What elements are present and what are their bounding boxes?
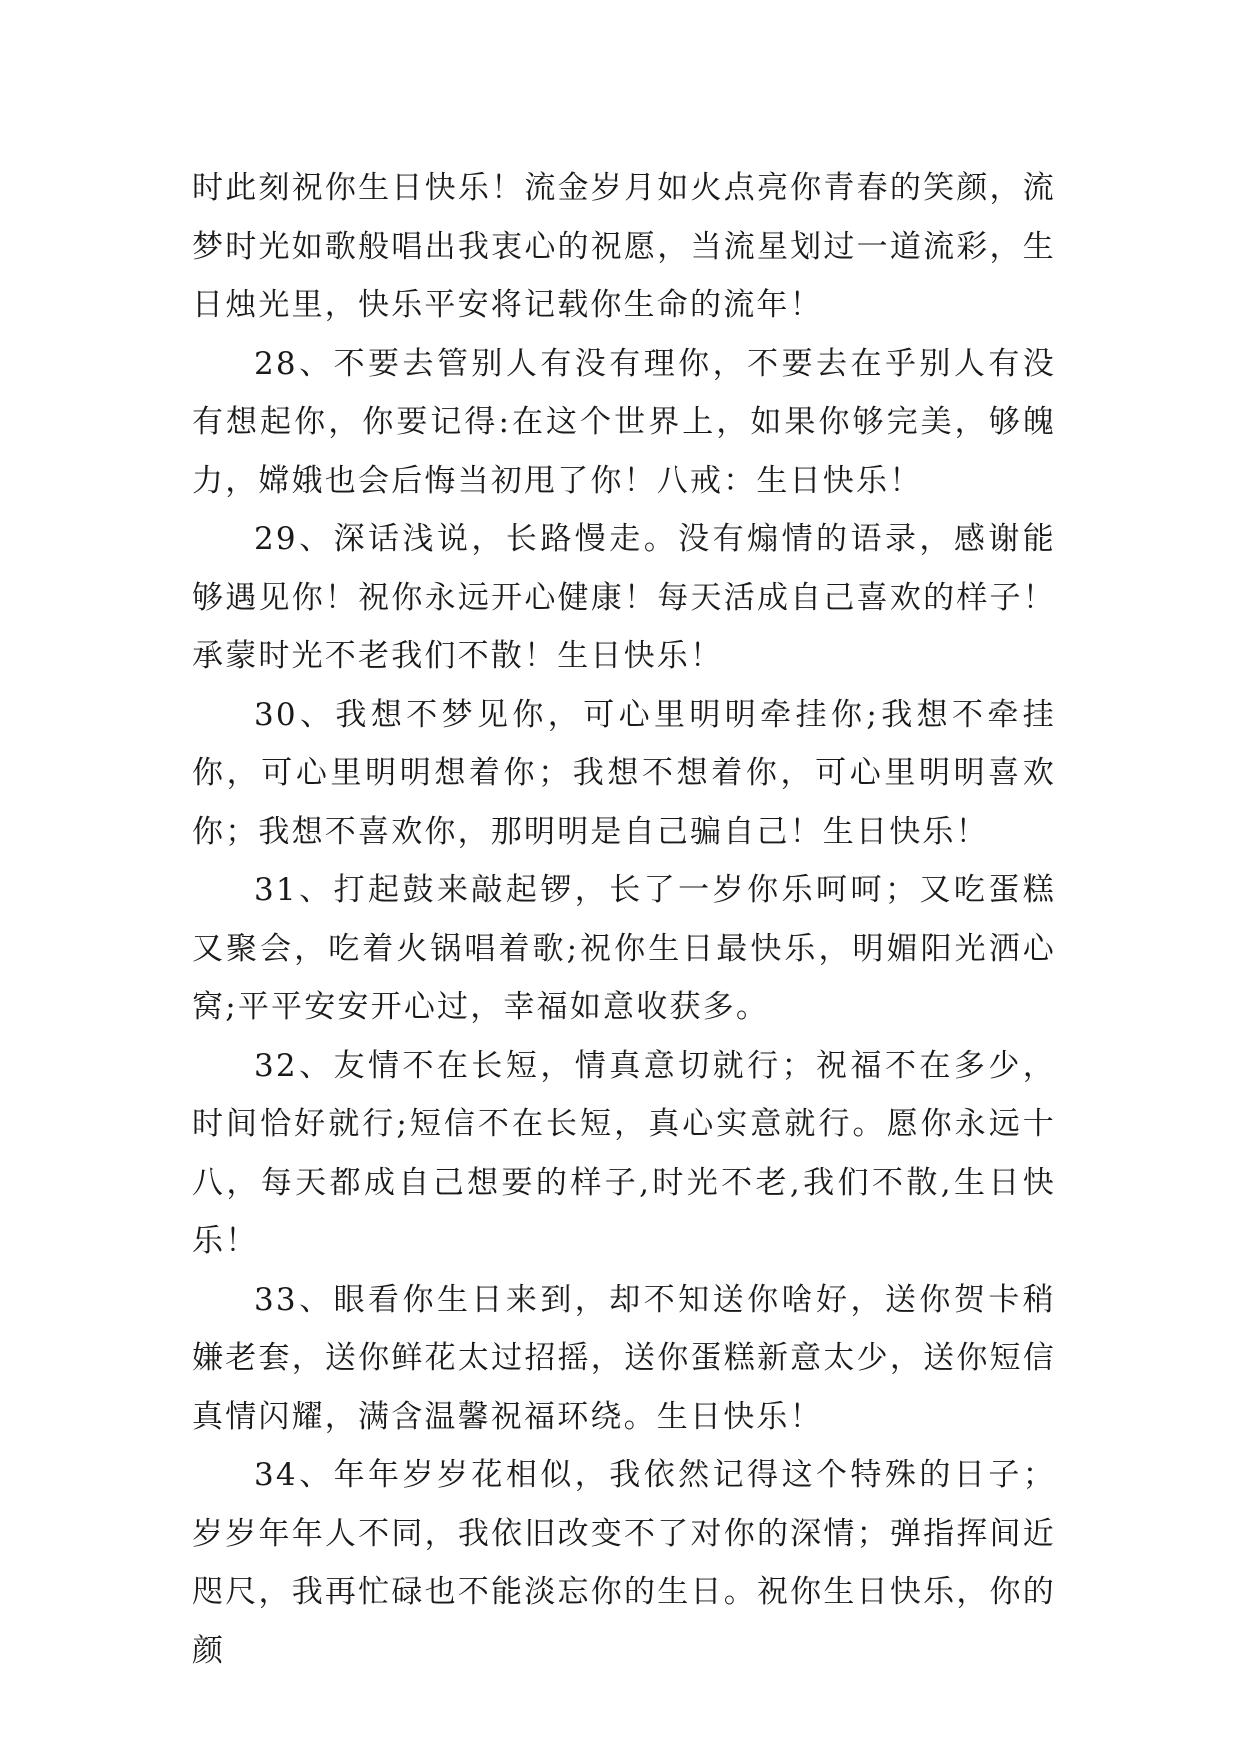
document-body [192,159,1056,1680]
paragraph-30: 30、我想不梦见你，可心里明明牵挂你;我想不牵挂你，可心里明明想着你；我想不想着你，可心里明明喜欢你；我想不喜欢你，那明明是自己骗自己！生日快乐！ [192,696,1056,850]
paragraph-31: 31、打起鼓来敲起锣，长了一岁你乐呵呵；又吃蛋糕又聚会，吃着火锅唱着歌;祝你生日最快乐，明媚阳光洒心窝;平平安安开心过，幸福如意收获多。 [192,872,1056,1025]
paragraph-34: 34、年年岁岁花相似，我依然记得这个特殊的日子；岁岁年年人不同，我依旧改变不了对你的深情；弹指挥间近咫尺，我再忙碌也不能淡忘你的生日。祝你生日快乐，你的颜 [192,1457,1056,1669]
paragraph-29: 29、深话浅说，长路慢走。没有煽情的语录，感谢能够遇见你！祝你永远开心健康！每天活成自己喜欢的样子！承蒙时光不老我们不散！生日快乐！ [192,521,1056,674]
paragraph-continued: 时此刻祝你生日快乐！流金岁月如火点亮你青春的笑颜，流梦时光如歌般唱出我衷心的祝愿，当流星划过一道流彩，生日烛光里，快乐平安将记载你生命的流年！ [192,170,1056,323]
paragraph-32: 32、友情不在长短，情真意切就行；祝福不在多少，时间恰好就行;短信不在长短，真心实意就行。愿你永远十八，每天都成自己想要的样子,时光不老,我们不散,生日快乐！ [192,1047,1056,1259]
paragraph-28: 28、不要去管别人有没有理你，不要去在乎别人有没有想起你，你要记得:在这个世界上，如果你够完美，够魄力，嫦娥也会后悔当初甩了你！八戒：生日快乐！ [192,345,1056,499]
paragraph-33: 33、眼看你生日来到，却不知送你啥好，送你贺卡稍嫌老套，送你鲜花太过招摇，送你蛋糕新意太少，送你短信真情闪耀，满含温馨祝福环绕。生日快乐！ [192,1281,1056,1435]
